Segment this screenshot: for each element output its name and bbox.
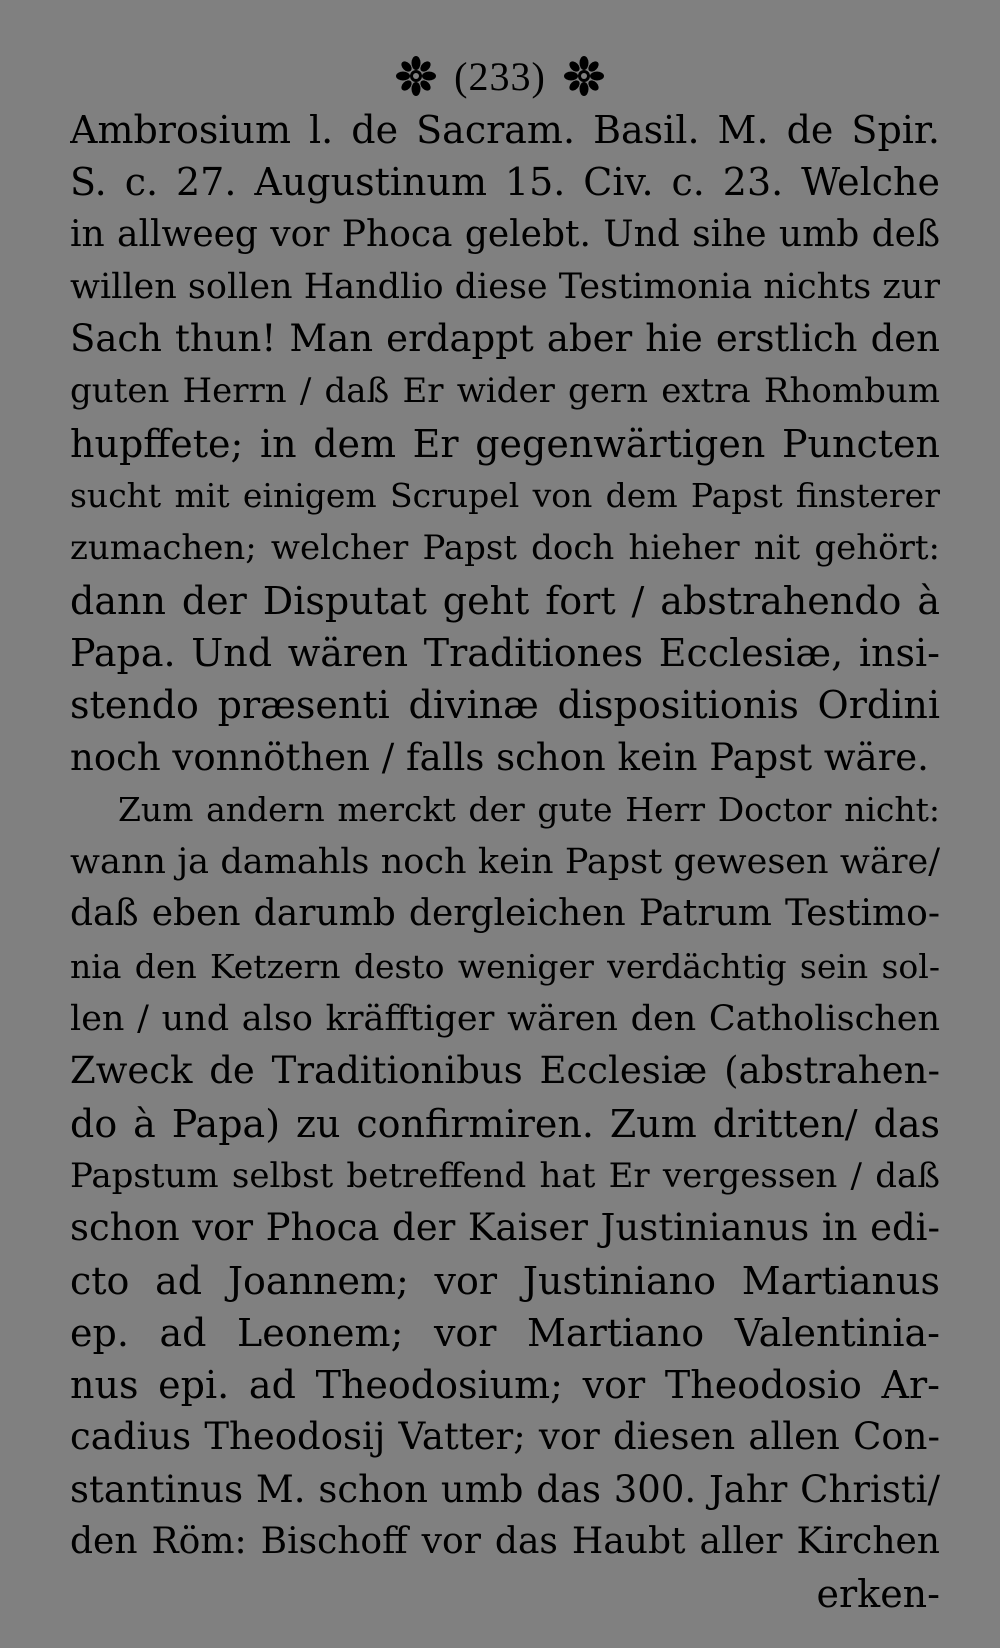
text-line: ep. ad Leonem; vor Martiano Valentinia- xyxy=(70,1310,940,1355)
text-line: guten Herrn / daß Er wider gern extra Rhombum xyxy=(70,371,940,412)
text-line: willen sollen Handlio diese Testimonia nichts zur xyxy=(70,266,940,307)
text-line: wann ja damahls noch kein Papst gewesen wäre/ xyxy=(70,842,940,883)
catchword: erken- xyxy=(816,1572,940,1617)
page-header xyxy=(0,46,1000,106)
text-line: in allweeg vor Phoca gelebt. Und sihe umb deß xyxy=(70,213,940,255)
text-line: Papstum selbst betreffend hat Er vergessen / daß xyxy=(70,1155,940,1196)
text-line: cadius Theodosij Vatter; vor diesen allen Con- xyxy=(70,1415,940,1459)
text-line: daß eben darumb dergleichen Patrum Testimo- xyxy=(70,893,940,935)
text-line: nia den Ketzern desto weniger verdächtig sein sol- xyxy=(70,946,940,986)
text-line: stendo præsenti divinæ dispositionis Ordini xyxy=(70,683,940,728)
text-line: noch vonnöthen / falls schon kein Papst wäre. xyxy=(70,735,929,779)
text-line: zumachen; welcher Papst doch hieher nit gehört: xyxy=(70,528,940,569)
text-line: hupffete; in dem Er gegenwärtigen Puncten xyxy=(70,421,940,466)
text-line: Ambrosium l. de Sacram. Basil. M. de Spir. xyxy=(70,108,940,152)
text-line: stantinus M. schon umb das 300. Jahr Christi/ xyxy=(70,1467,940,1511)
text-line: dann der Disputat geht fort / abstrahendo à xyxy=(70,578,940,623)
text-line: cto ad Joannem; vor Justiniano Martianus xyxy=(70,1258,940,1303)
flower-ornament-icon xyxy=(564,56,604,96)
body-text xyxy=(70,104,940,1621)
text-line: Zweck de Traditionibus Ecclesiæ (abstrahen- xyxy=(70,1049,940,1093)
text-line: sucht mit einigem Scrupel von dem Papst finsterer xyxy=(70,476,940,516)
text-line: schon vor Phoca der Kaiser Justinianus in edi- xyxy=(70,1206,940,1250)
text-line: nus epi. ad Theodosium; vor Theodosio Ar- xyxy=(70,1363,940,1408)
text-line: S. c. 27. Augustinum 15. Civ. c. 23. Welche xyxy=(70,160,940,205)
text-line: Sach thun! Man erdappt aber hie erstlich den xyxy=(70,317,940,361)
flower-ornament-icon xyxy=(396,56,436,96)
text-line: Papa. Und wären Traditiones Ecclesiæ, insi- xyxy=(70,630,940,675)
paragraph-start-line: Zum andern merckt der gute Herr Doctor nicht: xyxy=(118,789,940,829)
page-number: (233) xyxy=(454,53,546,99)
text-line: do à Papa) zu confirmiren. Zum dritten/ das xyxy=(70,1101,940,1146)
text-line: den Röm: Bischoff vor das Haubt aller Kirchen xyxy=(70,1521,940,1563)
text-line: len / und also kräfftiger wären den Catholischen xyxy=(70,999,940,1040)
